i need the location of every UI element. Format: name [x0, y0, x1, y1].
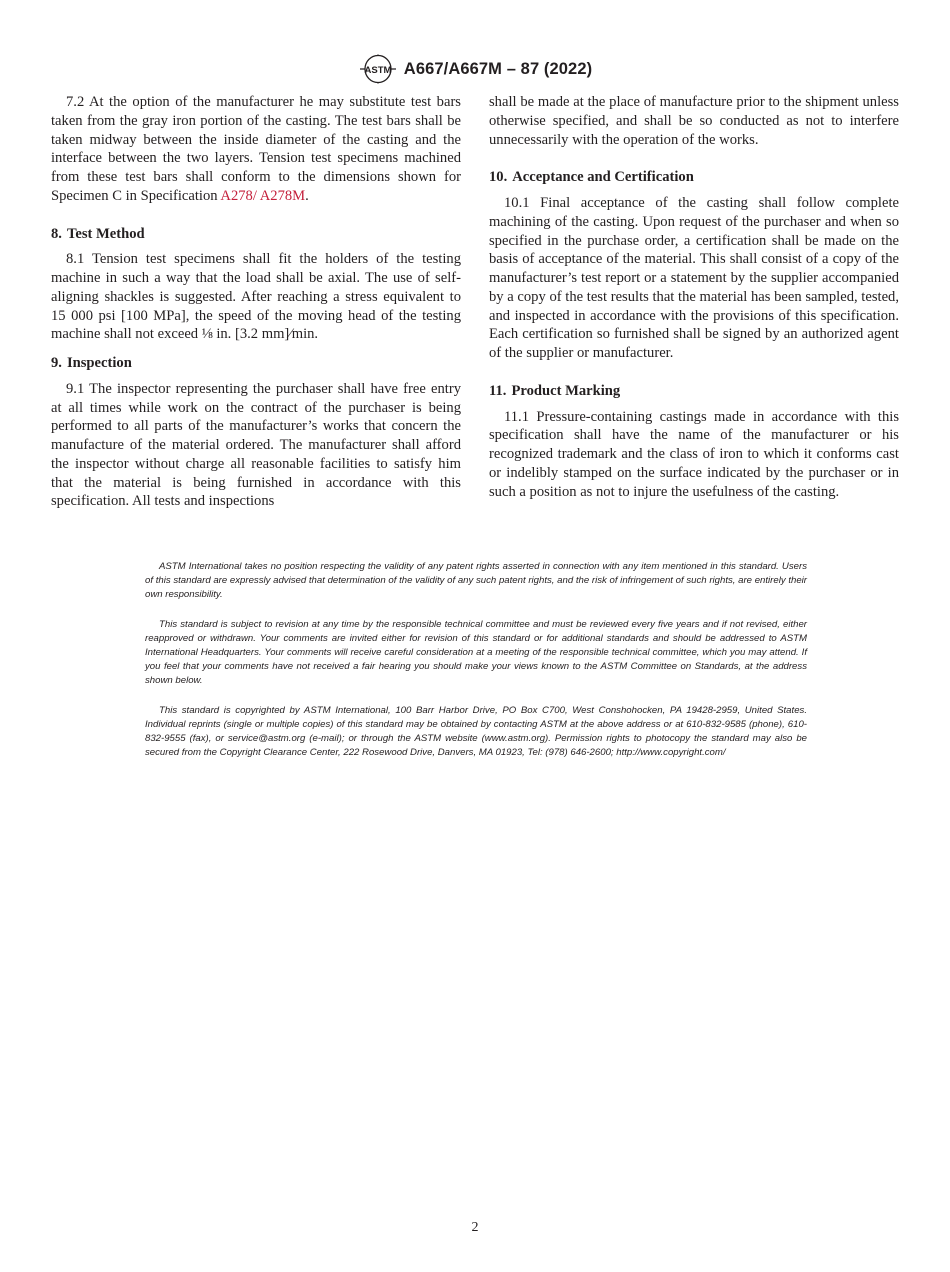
section-9-heading: 9. Inspection [51, 355, 132, 371]
paragraph-8-1: 8.1 Tension test specimens shall fit the holders of the testing machine in such a way that the load shall be axial. The use of self-aligning shackles is suggested. After reaching a stress equivalent to 15 000 psi [100 MPa], the speed of the moving head of the testing machine shall not exceed ⅛ in. [3.2 mm]⁄min. [51, 251, 461, 343]
paragraph-9-1: 9.1 The inspector representing the purchaser shall have free entry at all times while work on the contract of the purchaser is being performed to all parts of the manufacturer’s works that concern the manufacture of the material ordered. The manufacturer shall afford the inspector without charge all reasonable facilities to satisfy him that the material is being furnished in accordance with this specification. All tests and inspections [51, 380, 461, 510]
section-11-heading: 11. Product Marking [489, 382, 621, 399]
astm-logo-icon [358, 54, 398, 84]
patent-note: ASTM International takes no position respecting the validity of any patent rights asserted in connection with any item mentioned in this standard. Users of this standard are expressly advised that determination of the validity of any such patent rights, and the risk of infringement of such rights, are entirely their own responsibility. [145, 561, 807, 600]
footer-notes [145, 560, 807, 777]
logo-text: ASTM [364, 65, 392, 76]
left-column [51, 93, 461, 511]
document-designation: A667/A667M – 87 (2022) [403, 59, 593, 78]
paragraph-10-1: 10.1 Final acceptance of the casting shall follow complete machining of the casting. Upon request of the purchaser and when so specified in the purchase order, a certification shall be made on the basis of acceptance of the material. This shall consist of a copy of the manufacturer’s test report or a statement by the supplier accompanied by a copy of the test results that the material has been sampled, tested, and inspected in accordance with the provisions of this specification. Each certification so furnished shall be signed by an authorized agent of the supplier or manufacturer. [489, 195, 899, 361]
page-header [0, 52, 950, 86]
revision-note: This standard is subject to revision at any time by the responsible technical committee and must be reviewed every five years and if not revised, either reapproved or withdrawn. Your comments are invited either for revision of this standard or for additional standards and should be addressed to ASTM International Headquarters. Your comments will receive careful consideration at a meeting of the responsible technical committee, which you may attend. If you feel that your comments have not received a fair hearing you should make your views known to the ASTM Committee on Standards, at the address shown below. [145, 619, 807, 686]
page-number: 2 [471, 1220, 479, 1235]
a278-link[interactable]: A278/ A278M [220, 187, 306, 204]
paragraph-11-1: 11.1 Pressure-containing castings made in accordance with this specification shall have the name of the manufacturer or his recognized trademark and the class of iron to which it conforms cast or indelibly stamped on the surface indicated by the purchaser or in such a position as not to injure the usefulness of the casting. [489, 408, 899, 500]
paragraph-7-2: 7.2 At the option of the manufacturer he may substitute test bars taken from the gray iron portion of the casting. The test bars shall be taken midway between the inside diameter of the casting and the interface between the two layers. Tension test specimens machined from these test bars shall conform to the dimensions shown for Specimen C in Specification A278/ A278M. [51, 94, 461, 204]
paragraph-9-1-continued: shall be made at the place of manufacture prior to the shipment unless otherwise specified, and shall be so conducted as not to interfere unnecessarily with the operation of the works. [489, 94, 899, 148]
copyright-note: This standard is copyrighted by ASTM International, 100 Barr Harbor Drive, PO Box C700, West Conshohocken, PA 19428-2959, United States. Individual reprints (single or multiple copies) of this standard may be obtained by contacting ASTM at the above address or at 610-832-9585 (phone), 610-832-9555 (fax), or service@astm.org (e-mail); or through the ASTM website (www.astm.org). Permission rights to photocopy the standard may also be secured from the Copyright Clearance Center, 222 Rosewood Drive, Danvers, MA 01923, Tel: (978) 646-2600; http://www.copyright.com/ [145, 705, 807, 758]
right-column [489, 93, 899, 501]
section-10-heading: 10. Acceptance and Certification [489, 169, 694, 186]
section-8-heading: 8. Test Method [51, 225, 145, 242]
